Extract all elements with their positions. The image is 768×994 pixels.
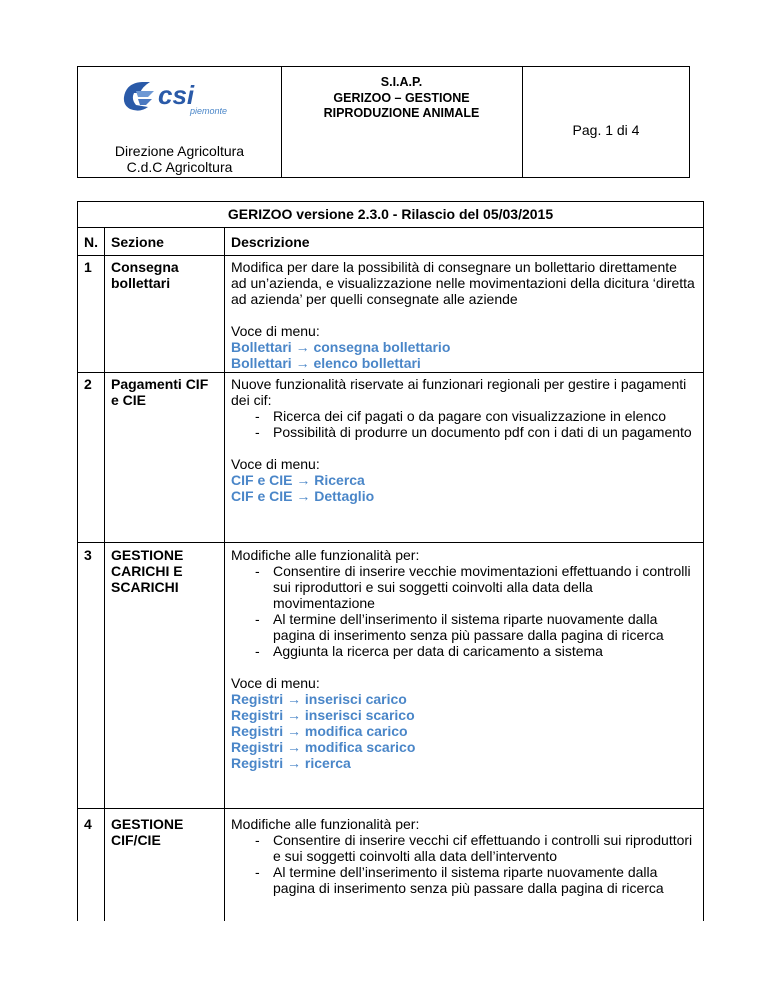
title-line-2: GERIZOO – GESTIONE	[333, 90, 470, 105]
col-header-desc: Descrizione	[231, 234, 310, 250]
row-divider	[78, 372, 703, 373]
row-4-section: GESTIONE CIF/CIE	[111, 816, 184, 848]
row-4-bullets	[231, 832, 696, 896]
bullet-item: - Al termine dell’inserimento il sistema riparte nuovamente dalla pagina di inserimento senza più passare dalla pagina di ricerca	[231, 864, 696, 896]
menu-link-registri-modifica-scarico[interactable]: Registri → modifica scarico	[231, 739, 416, 755]
row-2-number: 2	[84, 376, 92, 392]
csi-piemonte-logo	[120, 77, 240, 117]
row-1-menu-label: Voce di menu:	[231, 323, 320, 339]
bullet-item: - Aggiunta la ricerca per data di caricamento a sistema	[231, 643, 696, 659]
row-3-bullets	[231, 563, 696, 659]
row-2-section: Pagamenti CIF e CIE	[111, 376, 209, 408]
row-2-description	[231, 376, 696, 504]
row-1-desc-text: Modifica per dare la possibilità di consegnare un bollettario direttamente ad un’azienda, e visualizzazione nelle movimentazioni della dicitura ‘diretta ad azienda’ per quelli consegnate alle aziende	[231, 259, 695, 307]
col-divider-2	[224, 227, 225, 921]
arrow-right-icon: →	[295, 339, 310, 355]
bullet-item: - Possibilità di produrre un documento pdf con i dati di un pagamento	[231, 424, 696, 440]
arrow-right-icon: →	[295, 355, 310, 371]
header-page-cell	[523, 67, 689, 177]
document-header	[77, 66, 690, 178]
col-header-section: Sezione	[111, 234, 164, 250]
row-3-desc-text: Modifiche alle funzionalità per:	[231, 547, 420, 563]
bullet-item: - Consentire di inserire vecchie movimentazioni effettuando i controlli sui riproduttori e sui soggetti coinvolti alla data della movimentazione	[231, 563, 696, 611]
row-divider	[78, 542, 703, 543]
title-line-1: S.I.A.P.	[380, 75, 423, 89]
row-divider	[78, 808, 703, 809]
page-number: Pag. 1 di 4	[572, 122, 640, 138]
row-4-desc-text: Modifiche alle funzionalità per:	[231, 816, 420, 832]
menu-link-bollettari-consegna[interactable]: Bollettari → consegna bollettario	[231, 339, 451, 355]
menu-link-registri-inserisci-scarico[interactable]: Registri → inserisci scarico	[231, 707, 415, 723]
logo-text: csi	[158, 80, 195, 110]
department	[78, 143, 281, 175]
menu-link-registri-modifica-carico[interactable]: Registri → modifica carico	[231, 723, 408, 739]
row-3-number: 3	[84, 547, 92, 563]
bullet-item: - Consentire di inserire vecchi cif effettuando i controlli sui riproduttori e sui soggetti coinvolti alla data dell’intervento	[231, 832, 696, 864]
row-2-bullets	[231, 408, 696, 440]
menu-link-registri-inserisci-carico[interactable]: Registri → inserisci carico	[231, 691, 407, 707]
header-title-cell	[281, 67, 523, 177]
header-logo-cell	[78, 67, 282, 177]
department-line-1: Direzione Agricoltura	[114, 143, 245, 159]
row-divider	[78, 255, 703, 256]
arrow-right-icon: →	[287, 723, 302, 739]
arrow-right-icon: →	[287, 755, 302, 771]
menu-link-cif-ricerca[interactable]: CIF e CIE → Ricerca	[231, 472, 365, 488]
arrow-right-icon: →	[296, 488, 311, 504]
row-2-desc-text: Nuove funzionalità riservate ai funzionari regionali per gestire i pagamenti dei cif:	[231, 376, 687, 408]
bullet-item: - Ricerca dei cif pagati o da pagare con visualizzazione in elenco	[231, 408, 696, 424]
menu-link-registri-ricerca[interactable]: Registri → ricerca	[231, 755, 351, 771]
title-line-3: RIPRODUZIONE ANIMALE	[323, 106, 480, 120]
arrow-right-icon: →	[287, 739, 302, 755]
logo-subtext: piemonte	[190, 106, 228, 116]
row-1-section: Consegna bollettari	[111, 259, 179, 291]
row-3-menu-label: Voce di menu:	[231, 675, 320, 691]
row-3-description	[231, 547, 696, 771]
row-4-number: 4	[84, 816, 92, 832]
bullet-item: - Al termine dell’inserimento il sistema riparte nuovamente dalla pagina di inserimento senza più passare dalla pagina di ricerca	[231, 611, 696, 643]
row-2-menu-label: Voce di menu:	[231, 456, 320, 472]
menu-link-bollettari-elenco[interactable]: Bollettari → elenco bollettari	[231, 355, 421, 371]
row-1-number: 1	[84, 259, 92, 275]
row-4-description	[231, 816, 696, 896]
document-title	[281, 75, 522, 122]
row-1-description	[231, 259, 696, 371]
release-table	[77, 201, 704, 921]
arrow-right-icon: →	[296, 472, 311, 488]
menu-link-cif-dettaglio[interactable]: CIF e CIE → Dettaglio	[231, 488, 375, 504]
row-3-section: GESTIONE CARICHI E SCARICHI	[111, 547, 184, 595]
arrow-right-icon: →	[287, 707, 302, 723]
arrow-right-icon: →	[287, 691, 302, 707]
col-header-n: N.	[84, 234, 98, 250]
release-caption: GERIZOO versione 2.3.0 - Rilascio del 05/03/2015	[78, 202, 703, 228]
department-line-2: C.d.C Agricoltura	[126, 159, 233, 175]
